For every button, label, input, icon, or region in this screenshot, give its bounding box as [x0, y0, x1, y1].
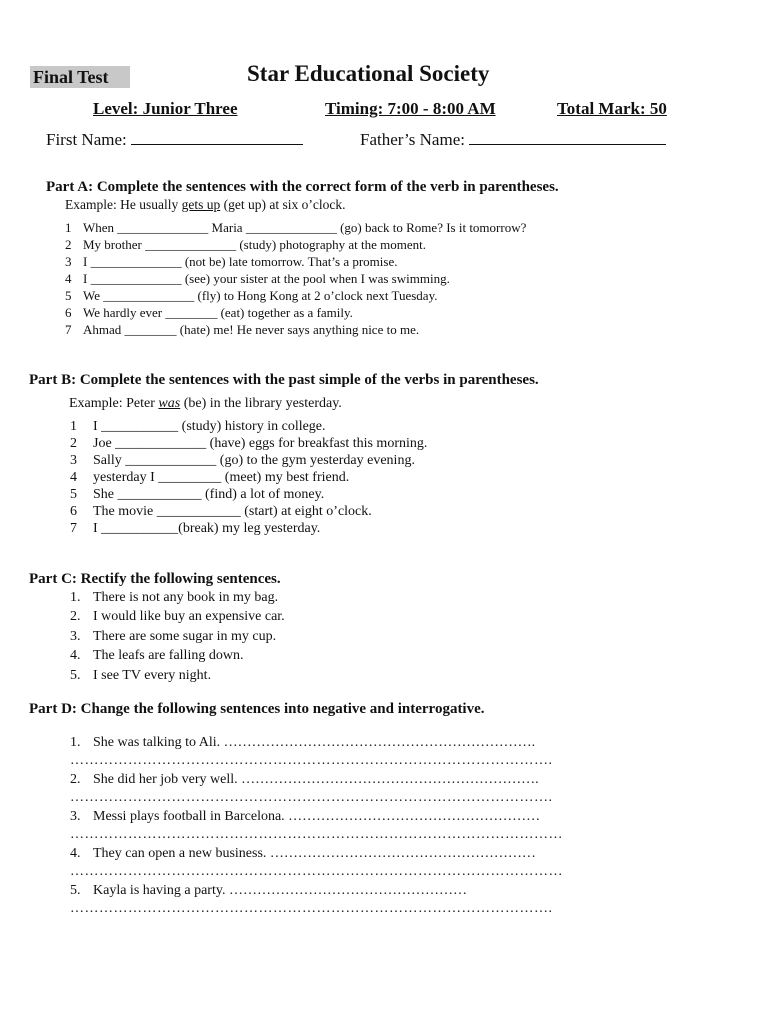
- list-item: [70, 607, 670, 626]
- first-name-label: First Name:: [46, 130, 127, 149]
- question-line: [70, 807, 710, 826]
- item-number: 1: [70, 419, 77, 434]
- father-name-blank[interactable]: [469, 130, 666, 145]
- item-number: 4: [70, 470, 77, 485]
- list-item: [70, 844, 710, 881]
- list-item: [65, 270, 665, 287]
- part-c-heading: Part C: Rectify the following sentences.: [29, 571, 281, 587]
- list-item: [70, 520, 670, 537]
- item-text: I would like buy an expensive car.: [93, 609, 285, 625]
- answer-line[interactable]: ……………………………………………………………………………………….: [70, 901, 553, 916]
- item-number: 3: [70, 453, 77, 468]
- item-text: Joe _____________ (have) eggs for breakfast this morning.: [93, 436, 428, 451]
- part-a-list: [65, 219, 665, 338]
- list-item: [70, 503, 670, 520]
- item-number: 4.: [70, 846, 81, 861]
- question-line: [70, 844, 710, 863]
- item-number: 5.: [70, 667, 81, 683]
- item-number: 5: [65, 288, 72, 303]
- item-text: When ______________ Maria ______________ (go) back to Rome? Is it tomorrow?: [83, 220, 527, 235]
- item-number: 4.: [70, 648, 81, 664]
- list-item: [70, 666, 670, 685]
- list-item: [70, 486, 670, 503]
- item-number: 6: [70, 504, 77, 519]
- item-text: yesterday I _________ (meet) my best friend.: [93, 470, 350, 485]
- answer-line[interactable]: …………………………………………………………………………………………: [70, 827, 563, 842]
- list-item: [70, 807, 710, 844]
- answer-line[interactable]: ……………………………………………………………………………………….: [70, 790, 553, 805]
- list-item: [70, 418, 670, 435]
- item-number: 2.: [70, 609, 81, 625]
- example-answer: was: [158, 396, 181, 411]
- list-item: [70, 435, 670, 452]
- item-number: 3.: [70, 809, 81, 824]
- list-item: [70, 452, 670, 469]
- item-number: 3: [65, 254, 72, 269]
- item-text[interactable]: Kayla is having a party. ……………………………………………: [93, 883, 467, 898]
- item-text: We hardly ever ________ (eat) together as a family.: [83, 305, 353, 320]
- item-text: My brother ______________ (study) photography at the moment.: [83, 237, 427, 252]
- item-number: 2: [70, 436, 77, 451]
- item-number: 7: [65, 322, 72, 337]
- answer-line[interactable]: ……………………………………………………………………………………….: [70, 753, 553, 768]
- list-item: [70, 588, 670, 607]
- item-number: 1.: [70, 735, 81, 750]
- item-number: 6: [65, 305, 72, 320]
- item-text[interactable]: Messi plays football in Barcelona. ………………………………………………: [93, 809, 541, 824]
- list-item: [65, 304, 665, 321]
- part-b-list: [70, 418, 670, 537]
- item-text: I ______________ (not be) late tomorrow. That’s a promise.: [83, 254, 398, 269]
- item-text: There is not any book in my bag.: [93, 590, 279, 605]
- list-item: [70, 469, 670, 486]
- item-number: 3.: [70, 628, 81, 644]
- item-text: Ahmad ________ (hate) me! He never says anything nice to me.: [83, 322, 420, 337]
- example-suffix: (get up) at six o’clock.: [220, 197, 346, 212]
- answer-line[interactable]: …………………………………………………………………………………………: [70, 864, 563, 879]
- list-item: [70, 770, 710, 807]
- item-text: Sally _____________ (go) to the gym yesterday evening.: [93, 453, 415, 468]
- item-text: There are some sugar in my cup.: [93, 628, 277, 644]
- first-name-blank[interactable]: [131, 130, 303, 145]
- example-prefix: Example: Peter: [69, 396, 159, 411]
- part-b-example: [69, 396, 342, 412]
- father-name-label: Father’s Name:: [360, 130, 465, 149]
- list-item: [65, 253, 665, 270]
- school-title: Star Educational Society: [247, 61, 490, 86]
- item-text: The movie ____________ (start) at eight o’clock.: [93, 504, 372, 519]
- level-label: [93, 99, 284, 119]
- item-text: I ______________ (see) your sister at the pool when I was swimming.: [83, 271, 450, 286]
- item-text[interactable]: They can open a new business. …………………………………………………: [93, 846, 536, 861]
- item-number: 1.: [70, 590, 81, 605]
- item-number: 5.: [70, 883, 81, 898]
- list-item: [65, 236, 665, 253]
- question-line: [70, 733, 710, 752]
- part-a-example: [65, 197, 345, 213]
- list-item: [65, 219, 665, 236]
- timing-text: Timing: 7:00 - 8:00 AM: [325, 99, 496, 118]
- level-text: Level: Junior Three: [93, 99, 238, 118]
- item-number: 2: [65, 237, 72, 252]
- total-mark-label: Total Mark: 50: [557, 99, 667, 118]
- part-d-heading: Part D: Change the following sentences into negative and interrogative.: [29, 701, 485, 717]
- first-name-row: [46, 130, 303, 150]
- timing-label: [325, 99, 546, 119]
- list-item: [70, 881, 710, 918]
- list-item: [65, 321, 665, 338]
- final-test-badge: Final Test: [30, 66, 130, 88]
- item-number: 2.: [70, 772, 81, 787]
- item-number: 7: [70, 521, 77, 536]
- item-text: We ______________ (fly) to Hong Kong at 2 o’clock next Tuesday.: [83, 288, 438, 303]
- item-text: I see TV every night.: [93, 667, 212, 683]
- part-a-heading: Part A: Complete the sentences with the correct form of the verb in parentheses.: [46, 179, 559, 195]
- list-item: [70, 733, 710, 770]
- item-number: 1: [65, 220, 72, 235]
- example-answer: gets up: [181, 197, 221, 212]
- item-number: 4: [65, 271, 72, 286]
- item-text: I ___________ (study) history in college.: [93, 419, 326, 434]
- part-c-list: [70, 588, 670, 685]
- item-text: The leafs are falling down.: [93, 648, 244, 664]
- question-line: [70, 881, 710, 900]
- item-text: I ___________(break) my leg yesterday.: [93, 521, 321, 536]
- item-text[interactable]: She did her job very well. ……………………………………………………….: [93, 772, 539, 787]
- item-number: 5: [70, 487, 77, 502]
- list-item: [70, 627, 670, 646]
- list-item: [70, 646, 670, 665]
- part-b-heading: Part B: Complete the sentences with the past simple of the verbs in parentheses.: [29, 372, 539, 388]
- list-item: [65, 287, 665, 304]
- part-d-list: [70, 733, 710, 918]
- example-suffix: (be) in the library yesterday.: [180, 396, 342, 411]
- father-name-row: [360, 130, 666, 150]
- example-prefix: Example: He usually: [65, 197, 182, 212]
- item-text[interactable]: She was talking to Ali. ………………………………………………………….: [93, 735, 536, 750]
- item-text: She ____________ (find) a lot of money.: [93, 487, 325, 502]
- question-line: [70, 770, 710, 789]
